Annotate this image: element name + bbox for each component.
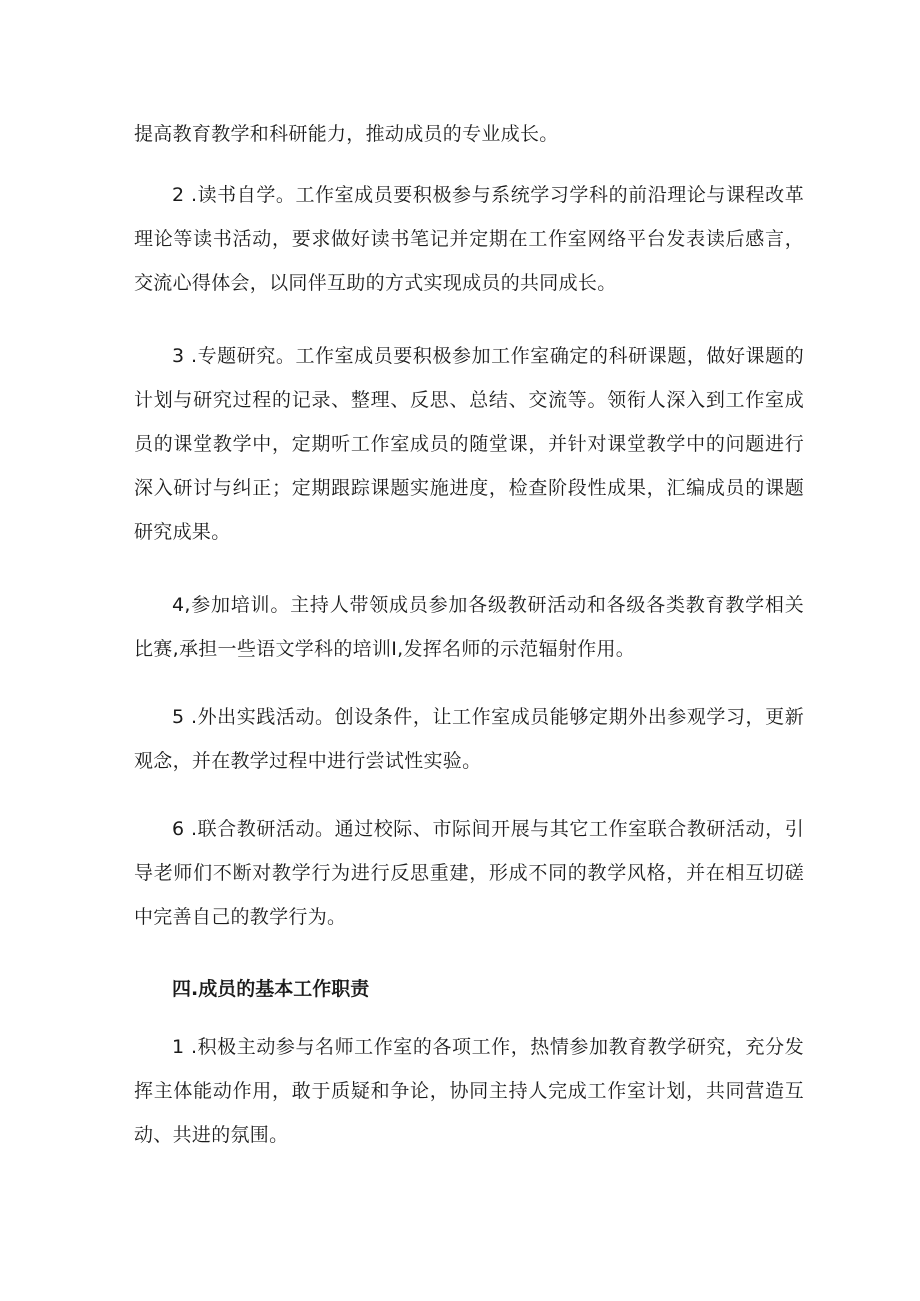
paragraph-item-4: 4,参加培训。主持人带领成员参加各级教研活动和各级各类教育教学相关比赛,承担一些语文学科的培训I,发挥名师的示范辐射作用。	[134, 594, 804, 660]
paragraph-continuation: 提高教育教学和科研能力，推动成员的专业成长。	[134, 123, 559, 145]
paragraph-duty-1: 1 .积极主动参与名师工作室的各项工作，热情参加教育教学研究，充分发挥主体能动作用，敢于质疑和争论，协同主持人完成工作室计划，共同营造互动、共进的氛围。	[134, 1036, 804, 1146]
paragraph-item-2: 2 .读书自学。工作室成员要积极参与系统学习学科的前沿理论与课程改革理论等读书活动，要求做好读书笔记并定期在工作室网络平台发表读后感言，交流心得体会，以同伴互助的方式实现成员的共同成长。	[134, 184, 804, 294]
paragraph-item-6: 6 .联合教研活动。通过校际、市际间开展与其它工作室联合教研活动，引导老师们不断对教学行为进行反思重建，形成不同的教学风格，并在相互切磋中完善自己的教学行为。	[134, 818, 804, 928]
paragraph-item-5: 5 .外出实践活动。创设条件，让工作室成员能够定期外出参观学习，更新观念，并在教学过程中进行尝试性实验。	[134, 706, 804, 772]
paragraph-item-3: 3 .专题研究。工作室成员要积极参加工作室确定的科研课题，做好课题的计划与研究过程的记录、整理、反思、总结、交流等。领衔人深入到工作室成员的课堂教学中，定期听工作室成员的随堂课，并针对课堂教学中的问题进行深入研讨与纠正；定期跟踪课题实施进度，检查阶段性成果，汇编成员的课题研究成果。	[134, 345, 804, 543]
section-heading: 四.成员的基本工作职责	[172, 978, 370, 1000]
